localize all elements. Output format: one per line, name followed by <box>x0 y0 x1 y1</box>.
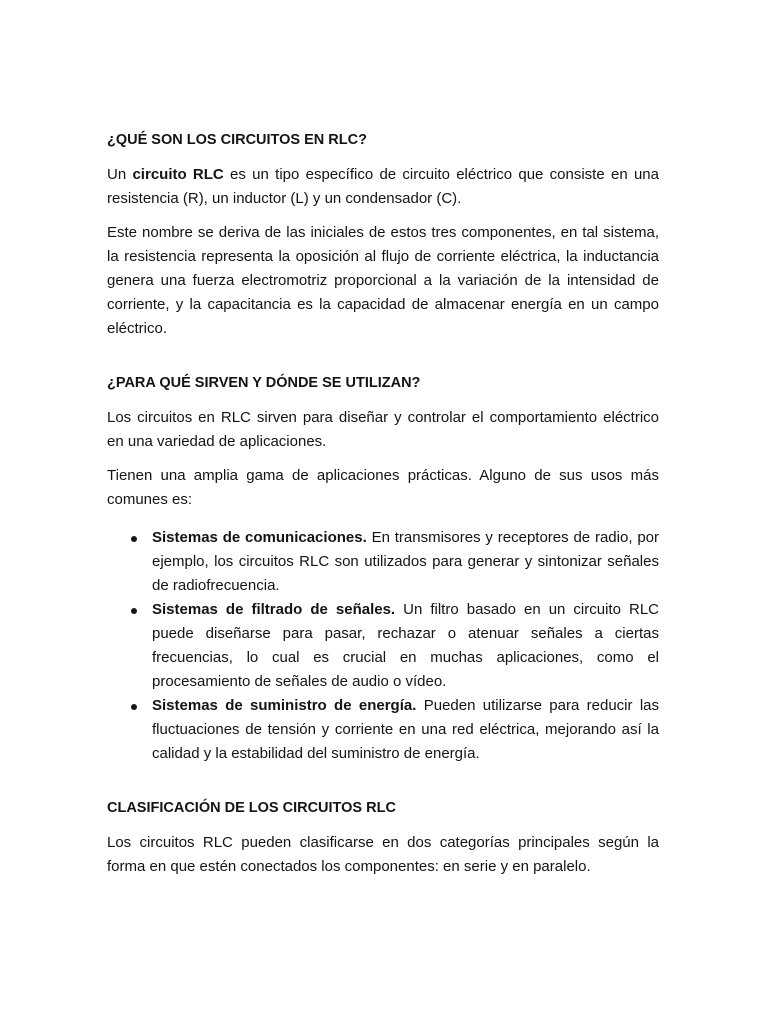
bullet-icon <box>131 608 137 614</box>
section-uses <box>107 374 659 766</box>
paragraph-text: Un <box>107 166 133 183</box>
bold-term: circuito RLC <box>132 166 224 183</box>
list-item <box>107 598 659 694</box>
section-classification <box>107 799 659 879</box>
list-item-text: Pueden utilizarse para reducir las fluctuaciones de tensión y corriente en una red eléctrica, mejorando así la calidad y la estabilidad del suministro de energía. <box>152 697 659 762</box>
section-heading: ¿QUÉ SON LOS CIRCUITOS EN RLC? <box>107 132 367 148</box>
section-heading: CLASIFICACIÓN DE LOS CIRCUITOS RLC <box>107 800 396 816</box>
bullet-list <box>107 526 659 766</box>
paragraph: Tienen una amplia gama de aplicaciones prácticas. Alguno de sus usos más comunes es: <box>107 467 659 508</box>
list-item <box>107 526 659 598</box>
paragraph: Este nombre se deriva de las iniciales de estos tres componentes, en tal sistema, la resistencia representa la oposición al flujo de corriente eléctrica, la inductancia genera una fuerza electromotriz proporcional a la variación de la intensidad de corriente, y la capacitancia es la capacidad de almacenar energía en un campo eléctrico. <box>107 224 659 337</box>
list-item-text: En transmisores y receptores de radio, por ejemplo, los circuitos RLC son utilizados para generar y sintonizar señales de radiofrecuencia. <box>152 529 659 594</box>
list-item-text: Un filtro basado en un circuito RLC puede diseñarse para pasar, rechazar o atenuar señales a ciertas frecuencias, lo cual es crucial en muchas aplicaciones, como el procesamiento de señales de audio o vídeo. <box>152 601 659 690</box>
paragraph: Los circuitos RLC pueden clasificarse en dos categorías principales según la forma en que estén conectados los componentes: en serie y en paralelo. <box>107 834 659 875</box>
list-item-title: Sistemas de filtrado de señales. <box>152 601 396 618</box>
paragraph <box>107 163 659 211</box>
list-item-title: Sistemas de comunicaciones. <box>152 529 367 546</box>
section-heading: ¿PARA QUÉ SIRVEN Y DÓNDE SE UTILIZAN? <box>107 375 421 391</box>
paragraph: Los circuitos en RLC sirven para diseñar y controlar el comportamiento eléctrico en una variedad de aplicaciones. <box>107 409 659 450</box>
list-item <box>107 694 659 766</box>
section-what-are-rlc <box>107 131 659 341</box>
bullet-icon <box>131 704 137 710</box>
bullet-icon <box>131 536 137 542</box>
paragraph-text: es un tipo específico de circuito eléctrico que consiste en una resistencia (R), un inductor (L) y un condensador (C). <box>107 166 659 207</box>
list-item-title: Sistemas de suministro de energía. <box>152 697 417 714</box>
